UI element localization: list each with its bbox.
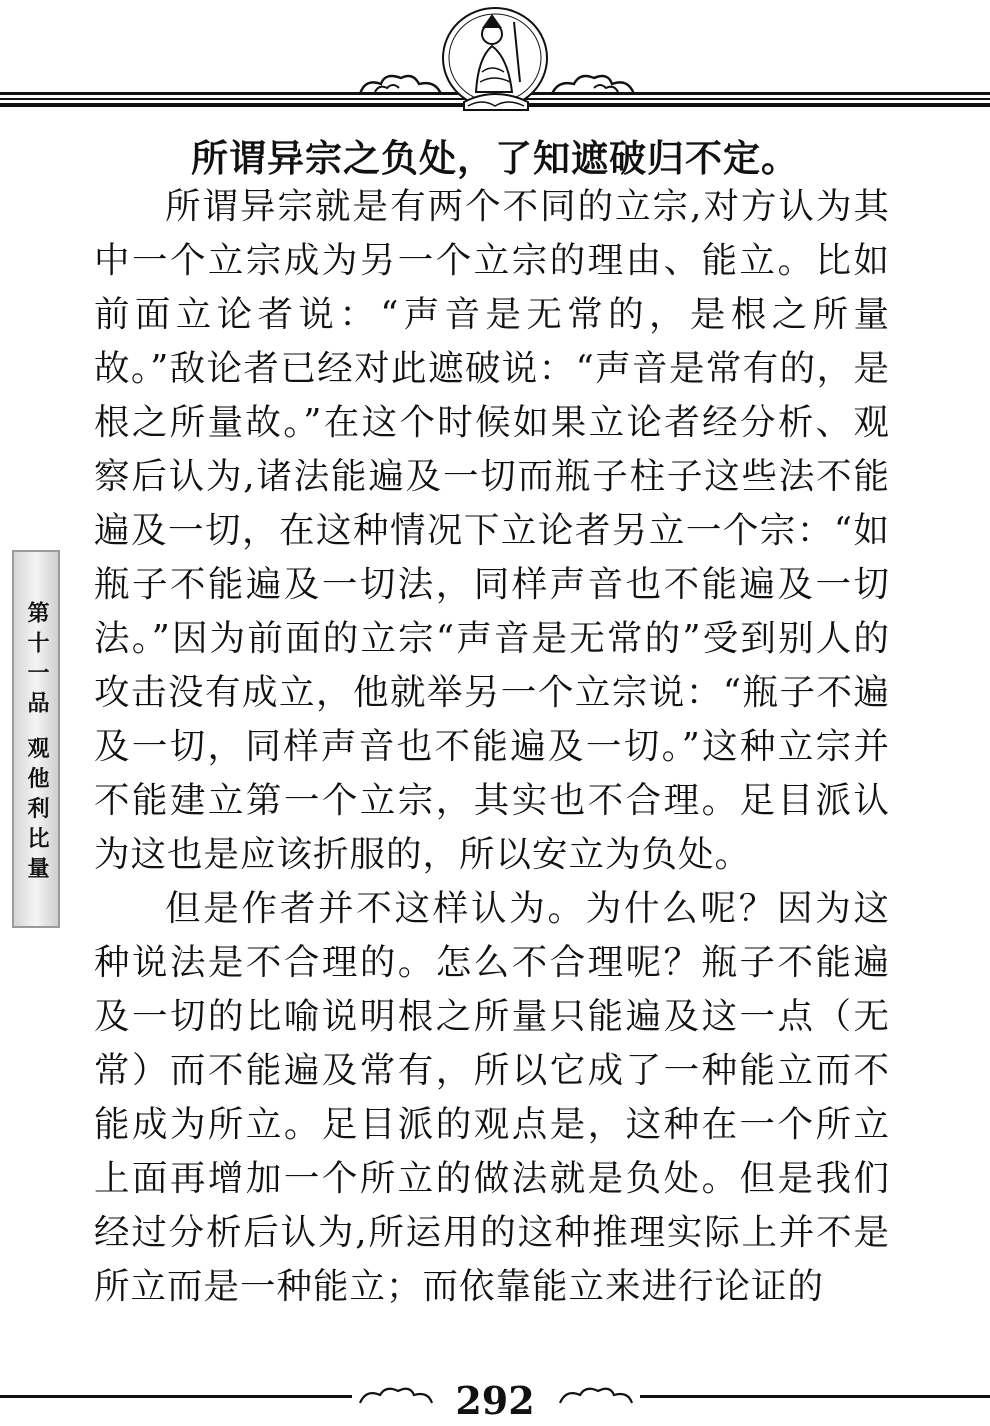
right-cloud-icon: [548, 70, 638, 100]
chapter-side-tab-label: 第十一品 观他利比量: [24, 601, 49, 887]
guru-emblem-icon: [432, 2, 558, 114]
paragraph-1: 所谓异宗就是有两个不同的立宗,对方认为其中一个立宗成为另一个立宗的理由、能立。比如前面立论者说：“声音是无常的，是根之所量故。”敌论者已经对此遮破说：“声音是常有的，是根之所量故。”在这个时候如果立论者经分析、观察后认为,诸法能遍及一切而瓶子柱子这些法不能遍及一切，在这种情况下立论者另立一个宗：“如瓶子不能遍及一切法，同样声音也不能遍及一切法。”因为前面的立宗“声音是无常的”受到别人的攻击没有成立，他就举另一个立宗说：“瓶子不遍及一切，同样声音也不能遍及一切。”这种立宗并不能建立第一个立宗，其实也不合理。足目派认为这也是应该折服的，所以安立为负处。: [94, 186, 890, 875]
section-heading: 所谓异宗之负处，了知遮破归不定。: [191, 137, 799, 180]
paragraph-2: 但是作者并不这样认为。为什么呢？因为这种说法是不合理的。怎么不合理呢？瓶子不能遍及一切的比喻说明根之所量只能遍及这一点（无常）而不能遍及常有，所以它成了一种能立而不能成为所立。足目派的观点是，这种在一个所立上面再增加一个所立的做法就是负处。但是我们经过分析后认为,所运用的这种推理实际上并不是所立而是一种能立；而依靠能立来进行论证的: [94, 888, 890, 1307]
body-text: [94, 180, 890, 1314]
page-number: 292: [455, 1378, 535, 1423]
chapter-side-tab: [12, 550, 60, 928]
